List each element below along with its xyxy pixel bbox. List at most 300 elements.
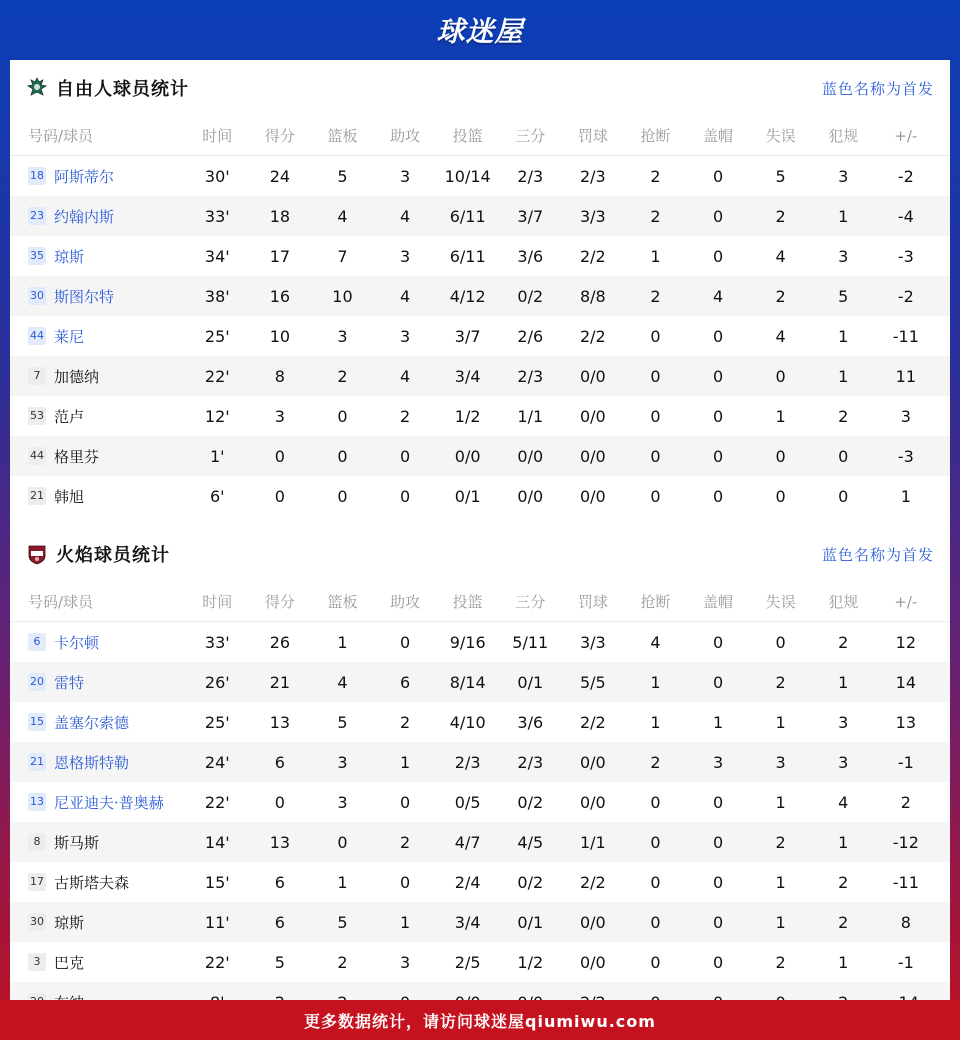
stat-cell: 5/11 [512,632,549,652]
player-cell [10,166,186,187]
column-header: 盖帽 [703,593,734,611]
player-name[interactable]: 斯马斯 [54,833,100,852]
player-row[interactable] [10,702,950,742]
stat-cell: 2 [838,912,849,932]
column-header: 助攻 [390,127,421,145]
stat-cell: 0 [337,446,348,466]
stat-cell: 0 [712,366,724,386]
stat-cell: 3 [838,752,849,772]
jersey-number-badge: 44 [28,447,46,465]
column-header: 投篮 [452,127,483,145]
stat-cell: 2/2 [579,326,606,346]
stat-cell: 2/5 [454,952,481,972]
jersey-number-badge: 13 [28,793,46,811]
stat-cell: 3 [337,752,348,772]
player-row[interactable] [10,316,950,356]
player-cell [10,206,186,227]
column-header: 三分 [515,127,546,145]
stat-cell: 0 [274,486,285,506]
stat-cell: 4 [775,246,786,266]
player-row[interactable] [10,662,950,702]
stat-cell: 0 [399,872,411,892]
stat-cell: 1/1 [517,406,544,426]
jersey-number-badge: 21 [28,487,46,505]
stat-cell: 0 [712,206,724,226]
player-name[interactable]: 范卢 [54,407,85,426]
stat-cell: 6 [399,672,411,692]
brand-logo: 球迷屋 [436,15,524,48]
column-header-row [10,582,950,622]
player-name[interactable]: 琼斯 [54,247,85,266]
stat-cell: 0 [712,166,724,186]
stat-cell: -11 [892,326,919,346]
stat-cell: 1 [775,712,786,732]
team-section [10,60,950,526]
player-name[interactable]: 尼亚迪夫·普奥赫 [54,793,164,812]
stat-cell: 11 [895,366,916,386]
stat-cell: 0/5 [454,792,481,812]
stat-cell: 0 [712,912,724,932]
stat-cell: 12 [895,632,916,652]
jersey-number-badge: 30 [28,913,46,931]
stat-cell: 5/5 [579,672,606,692]
player-row[interactable] [10,476,950,516]
player-row[interactable] [10,156,950,196]
stat-cell: 1/2 [517,952,544,972]
jersey-number-badge: 53 [28,407,46,425]
stat-cell: 6/11 [449,206,486,226]
player-row[interactable] [10,622,950,662]
team-header [10,526,950,582]
column-header: 罚球 [577,593,608,611]
player-row[interactable] [10,742,950,782]
player-row[interactable] [10,822,950,862]
player-name[interactable]: 巴克 [54,953,85,972]
stat-cell: 0 [775,486,786,506]
player-cell [10,486,186,507]
player-row[interactable] [10,356,950,396]
stat-cell: 1 [900,486,911,506]
stat-cell: 18 [269,206,291,226]
starter-legend-note: 蓝色名称为首发 [821,79,934,98]
stat-cell: 0 [838,446,849,466]
stat-cell: 2/2 [579,872,606,892]
stat-cell: 0 [650,832,661,852]
stat-cell: 0 [712,952,724,972]
stat-cell: 1 [712,712,724,732]
stat-cell: 8/14 [449,672,486,692]
stat-cell: 11' [204,912,230,932]
stat-cell: 1' [210,446,225,466]
stat-cell: 0 [337,486,348,506]
stat-cell: 0 [650,326,661,346]
stat-cell: 6' [210,486,225,506]
column-header: 抢断 [640,127,671,145]
player-name[interactable]: 斯图尔特 [54,287,115,306]
stat-cell: 3/6 [517,712,544,732]
stat-cell: 2 [775,952,786,972]
stat-cell: 0/0 [454,446,481,466]
team-section [10,526,950,1022]
jersey-number-badge: 44 [28,327,46,345]
stat-cell: 13 [269,712,291,732]
stat-cell: 0/0 [579,752,606,772]
stat-cell: 12' [204,406,230,426]
stat-cell: 3/4 [454,366,481,386]
player-row[interactable] [10,942,950,982]
jersey-number-badge: 7 [28,367,46,385]
stat-cell: 0 [712,326,724,346]
stat-cell: 1 [399,912,411,932]
stat-cell: 0/0 [579,406,606,426]
stat-cell: 3/3 [579,632,606,652]
stat-cell: 5 [838,286,849,306]
stat-cell: 25' [204,712,230,732]
stat-cell: 2 [900,792,911,812]
stat-cell: -1 [897,952,914,972]
stat-cell: 6 [274,912,285,932]
stat-cell: 22' [204,952,230,972]
column-header: 投篮 [452,593,483,611]
stat-cell: 3/7 [454,326,481,346]
stats-card [10,60,950,1000]
stat-cell: 3/3 [579,206,606,226]
stat-cell: 0/0 [517,486,544,506]
stat-cell: 3 [838,712,849,732]
stat-cell: 7 [337,246,348,266]
stat-cell: 2/2 [579,712,606,732]
stat-cell: 5 [274,952,285,972]
starter-legend-note: 蓝色名称为首发 [821,545,934,564]
stat-cell: 22' [204,366,230,386]
stat-cell: 3 [399,166,411,186]
stat-cell: 3 [399,326,411,346]
player-row[interactable] [10,902,950,942]
stat-cell: 1 [650,712,661,732]
stat-cell: 0 [650,406,661,426]
stat-cell: 0 [838,486,849,506]
stat-cell: 0 [712,632,724,652]
stat-cell: 0 [399,792,411,812]
player-row[interactable] [10,236,950,276]
team-title: 自由人球员统计 [56,79,189,100]
stat-cell: 4 [399,366,411,386]
stat-cell: 4 [775,326,786,346]
stat-cell: 1 [337,872,348,892]
stat-cell: 1 [838,832,849,852]
player-cell [10,366,186,387]
stat-cell: 3 [838,166,849,186]
footer-banner[interactable] [0,1000,960,1040]
player-cell [10,446,186,467]
stat-cell: 2/4 [454,872,481,892]
column-header: 失误 [765,593,796,611]
jersey-number-badge: 18 [28,167,46,185]
stat-cell: 25' [204,326,230,346]
stat-cell: 0 [274,792,285,812]
stat-cell: 24 [269,166,291,186]
player-cell [10,832,186,853]
player-cell [10,406,186,427]
stat-cell: 2/3 [517,366,544,386]
player-row[interactable] [10,436,950,476]
stat-cell: -2 [897,166,914,186]
stat-cell: 3 [399,246,411,266]
stat-cell: 0/1 [517,672,544,692]
jersey-number-badge: 6 [28,633,46,651]
stat-cell: 0/0 [579,366,606,386]
stat-cell: 2 [838,406,849,426]
player-name[interactable]: 韩旭 [54,487,85,506]
stat-cell: 0/2 [517,792,544,812]
stat-cell: 2 [337,952,348,972]
stat-cell: 8/8 [579,286,606,306]
stat-cell: 2/3 [454,752,481,772]
jersey-number-badge: 15 [28,713,46,731]
stat-cell: 0 [775,366,786,386]
stat-cell: 2/2 [579,246,606,266]
column-header: 时间 [202,593,233,611]
stat-cell: 5 [337,166,348,186]
stat-cell: 2 [337,366,348,386]
stat-cell: 2/3 [517,166,544,186]
jersey-number-badge: 23 [28,207,46,225]
player-cell [10,246,186,267]
stat-cell: 0 [650,486,661,506]
stat-cell: -12 [892,832,919,852]
column-header: 犯规 [828,127,859,145]
jersey-number-badge: 20 [28,673,46,691]
stat-cell: 0 [650,366,661,386]
player-cell [10,752,186,773]
jersey-number-badge: 3 [28,953,46,971]
player-name[interactable]: 格里芬 [54,447,100,466]
stat-cell: 2 [838,872,849,892]
stat-cell: 4/10 [449,712,486,732]
stat-cell: 0/1 [454,486,481,506]
stat-cell: 26' [204,672,230,692]
stat-cell: 3 [337,326,348,346]
fire-logo-icon [26,543,48,565]
stat-cell: 0/0 [579,792,606,812]
player-cell [10,632,186,653]
stat-cell: 2 [650,206,661,226]
column-header: 得分 [264,127,295,145]
stat-cell: 3/7 [517,206,544,226]
stat-cell: 8 [274,366,285,386]
stat-cell: 0 [775,632,786,652]
stat-cell: 14 [895,672,916,692]
player-row[interactable] [10,276,950,316]
player-cell [10,872,186,893]
stat-cell: 4 [399,286,411,306]
stat-cell: 1 [775,872,786,892]
stat-cell: 3 [775,752,786,772]
player-name[interactable]: 琼斯 [54,913,85,932]
player-row[interactable] [10,396,950,436]
team-title: 火焰球员统计 [56,545,170,566]
column-header: +/- [894,126,918,145]
column-header: 得分 [264,593,295,611]
stat-cell: 0/0 [579,912,606,932]
stat-cell: 0 [712,792,724,812]
stat-cell: 3 [712,752,724,772]
column-header: 盖帽 [703,127,734,145]
stat-cell: 1/1 [579,832,606,852]
team-header [10,60,950,116]
jersey-number-badge: 21 [28,753,46,771]
stat-cell: 0 [712,486,724,506]
stat-cell: 0 [337,832,348,852]
stat-cell: 13 [269,832,291,852]
stat-cell: 30' [204,166,230,186]
stat-cell: 5 [337,712,348,732]
stat-cell: 1 [337,632,348,652]
stat-cell: 4 [337,672,348,692]
stat-cell: 1 [399,752,411,772]
column-header: 抢断 [640,593,671,611]
stat-cell: 1 [838,206,849,226]
stat-cell: 0/2 [517,872,544,892]
stat-cell: 2 [399,712,411,732]
player-name[interactable]: 古斯塔夫森 [54,873,130,892]
player-cell [10,286,186,307]
player-name[interactable]: 加德纳 [54,367,100,386]
stat-cell: 4/12 [449,286,486,306]
column-header: 三分 [515,593,546,611]
stat-cell: 0 [399,486,411,506]
stat-cell: 6/11 [449,246,486,266]
stat-cell: 4 [838,792,849,812]
stat-cell: 1 [775,792,786,812]
stat-cell: 2/3 [517,752,544,772]
stat-cell: 14' [204,832,230,852]
stat-cell: 2 [775,286,786,306]
stat-cell: 1 [650,246,661,266]
column-header: 犯规 [828,593,859,611]
stat-cell: 6 [274,752,285,772]
player-cell [10,672,186,693]
stat-cell: 4/7 [454,832,481,852]
player-cell [10,326,186,347]
stat-cell: 0 [712,246,724,266]
stat-cell: 0 [274,446,285,466]
stat-cell: 1 [838,326,849,346]
app-header [0,0,960,60]
player-name[interactable]: 约翰内斯 [54,207,115,226]
player-row[interactable] [10,196,950,236]
player-cell [10,912,186,933]
stat-cell: 3 [337,792,348,812]
stat-cell: 3 [838,246,849,266]
stat-cell: 5 [775,166,786,186]
stat-cell: 2 [399,406,411,426]
column-header: 时间 [202,127,233,145]
stat-cell: 5 [337,912,348,932]
column-header: 号码/球员 [28,127,94,145]
player-name[interactable]: 恩格斯特勒 [54,753,130,772]
stat-cell: 0 [712,446,724,466]
stat-cell: -3 [897,446,914,466]
stat-cell: 16 [269,286,291,306]
stat-cell: 33' [204,206,230,226]
footer-text: 更多数据统计，请访问球迷屋qiumiwu.com [304,1011,656,1031]
stat-cell: 2 [650,166,661,186]
player-name[interactable]: 雷特 [54,673,85,692]
column-header-row [10,116,950,156]
stat-cell: 4 [399,206,411,226]
stat-cell: 8 [900,912,911,932]
stat-cell: 1 [838,952,849,972]
column-header: 号码/球员 [28,593,94,611]
stat-cell: 2/3 [579,166,606,186]
stat-cell: 2 [775,672,786,692]
liberty-logo-icon [26,77,48,99]
column-header: 失误 [765,127,796,145]
stat-cell: -1 [897,752,914,772]
stat-cell: 0 [650,952,661,972]
section-spacer [10,516,950,526]
stat-cell: 0 [712,406,724,426]
stat-cell: 6 [274,872,285,892]
stat-cell: 24' [204,752,230,772]
stat-cell: 0 [399,446,411,466]
stat-cell: 0 [712,832,724,852]
column-header: 篮板 [327,593,358,611]
stat-cell: 0 [399,632,411,652]
player-name[interactable]: 阿斯蒂尔 [54,167,115,186]
stat-cell: 3 [900,406,911,426]
stat-cell: 1 [775,406,786,426]
player-name[interactable]: 盖塞尔索德 [54,713,130,732]
player-row[interactable] [10,862,950,902]
stat-cell: 0/0 [579,952,606,972]
stat-cell: 1 [775,912,786,932]
player-name[interactable]: 卡尔顿 [54,633,100,652]
stat-cell: 0/0 [517,446,544,466]
stat-cell: 33' [204,632,230,652]
jersey-number-badge: 30 [28,287,46,305]
player-name[interactable]: 莱尼 [54,327,85,346]
stat-cell: 0 [650,872,661,892]
stat-cell: 4 [337,206,348,226]
stat-cell: 3 [274,406,285,426]
stat-cell: 34' [204,246,230,266]
stat-cell: 0/2 [517,286,544,306]
player-cell [10,712,186,733]
stat-cell: -4 [897,206,914,226]
stat-cell: -2 [897,286,914,306]
stat-cell: 0/1 [517,912,544,932]
stat-cell: 0/0 [579,446,606,466]
stat-cell: 0 [650,912,661,932]
stat-cell: 3/4 [454,912,481,932]
jersey-number-badge: 8 [28,833,46,851]
stat-cell: 1 [838,366,849,386]
stat-cell: 0 [775,446,786,466]
stat-cell: 4 [712,286,724,306]
column-header: 罚球 [577,127,608,145]
player-cell [10,952,186,973]
stat-cell: 21 [269,672,291,692]
player-row[interactable] [10,782,950,822]
stat-cell: 1 [650,672,661,692]
stat-cell: 13 [895,712,916,732]
stat-cell: 0 [712,872,724,892]
jersey-number-badge: 17 [28,873,46,891]
column-header: 篮板 [327,127,358,145]
stat-cell: -11 [892,872,919,892]
